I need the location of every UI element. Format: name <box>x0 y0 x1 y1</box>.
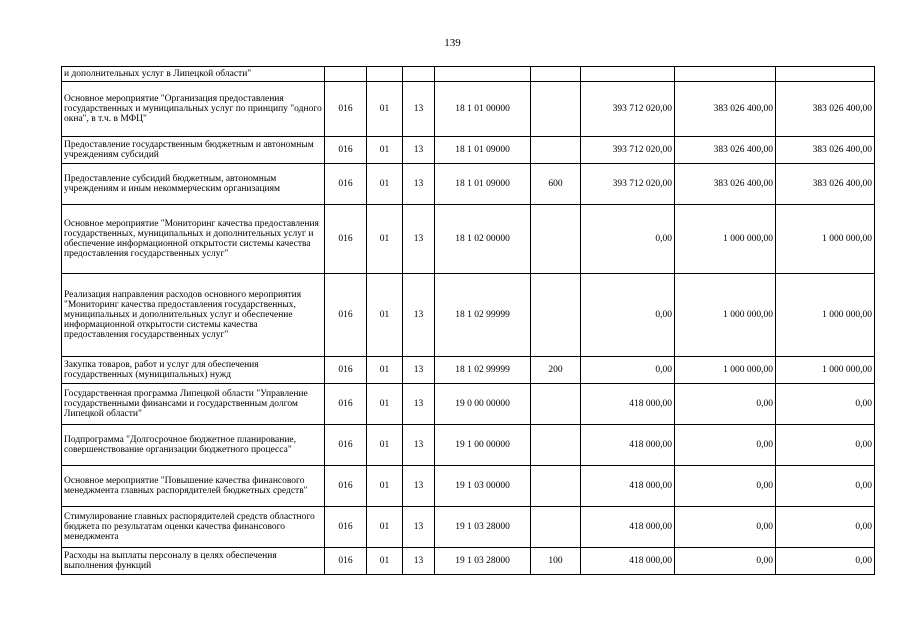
subsection-code-cell: 13 <box>403 274 435 357</box>
table-row <box>62 384 875 425</box>
amount-year2-cell: 1 000 000,00 <box>675 274 776 357</box>
department-code-cell: 016 <box>325 164 367 205</box>
department-code-cell: 016 <box>325 205 367 274</box>
row-name-cell: Основное мероприятие "Мониторинг качества предоставления государственных, муниципальных и дополнительных услуг и обеспечение информационной открытости системы качества предоставления государственных услуг" <box>62 205 325 274</box>
subsection-code-cell: 13 <box>403 205 435 274</box>
target-article-cell: 18 1 02 99999 <box>435 357 531 384</box>
target-article-cell: 19 1 03 00000 <box>435 466 531 507</box>
row-name-cell: Предоставление субсидий бюджетным, автономным учреждениям и иным некоммерческим организациям <box>62 164 325 205</box>
amount-year2-cell: 383 026 400,00 <box>675 82 776 137</box>
row-name-cell: Закупка товаров, работ и услуг для обеспечения государственных (муниципальных) нужд <box>62 357 325 384</box>
table-row <box>62 274 875 357</box>
amount-year3-cell: 383 026 400,00 <box>776 164 875 205</box>
section-code-cell: 01 <box>367 82 403 137</box>
amount-year1-cell: 0,00 <box>581 274 675 357</box>
amount-year1-cell: 393 712 020,00 <box>581 82 675 137</box>
target-article-cell: 19 0 00 00000 <box>435 384 531 425</box>
amount-year3-cell: 0,00 <box>776 384 875 425</box>
target-article-cell: 18 1 02 99999 <box>435 274 531 357</box>
row-name-cell: Расходы на выплаты персоналу в целях обеспечения выполнения функций <box>62 548 325 575</box>
target-article-cell: 19 1 03 28000 <box>435 507 531 548</box>
budget-table <box>61 66 875 575</box>
amount-year1-cell: 418 000,00 <box>581 384 675 425</box>
department-code-cell: 016 <box>325 507 367 548</box>
row-name-cell: и дополнительных услуг в Липецкой области" <box>62 67 325 82</box>
subsection-code-cell: 13 <box>403 507 435 548</box>
table-row <box>62 205 875 274</box>
amount-year3-cell: 1 000 000,00 <box>776 274 875 357</box>
amount-year3-cell: 1 000 000,00 <box>776 357 875 384</box>
target-article-cell: 18 1 01 00000 <box>435 82 531 137</box>
department-code-cell: 016 <box>325 548 367 575</box>
amount-year3-cell: 1 000 000,00 <box>776 205 875 274</box>
department-code-cell: 016 <box>325 82 367 137</box>
amount-year2-cell: 0,00 <box>675 384 776 425</box>
section-code-cell: 01 <box>367 164 403 205</box>
section-code-cell: 01 <box>367 466 403 507</box>
department-code-cell: 016 <box>325 384 367 425</box>
amount-year2-cell: 0,00 <box>675 507 776 548</box>
department-code-cell: 016 <box>325 274 367 357</box>
amount-year1-cell <box>581 67 675 82</box>
department-code-cell <box>325 67 367 82</box>
amount-year3-cell: 0,00 <box>776 548 875 575</box>
target-article-cell <box>435 67 531 82</box>
section-code-cell: 01 <box>367 384 403 425</box>
subsection-code-cell: 13 <box>403 357 435 384</box>
department-code-cell: 016 <box>325 137 367 164</box>
amount-year3-cell: 0,00 <box>776 425 875 466</box>
amount-year1-cell: 418 000,00 <box>581 466 675 507</box>
row-name-cell: Реализация направления расходов основного мероприятия "Мониторинг качества предоставления государственных, муниципальных и дополнительных услуг и обеспечение информационной открытости системы качества предоставления государственных услуг" <box>62 274 325 357</box>
table-body <box>62 67 875 575</box>
amount-year3-cell: 0,00 <box>776 507 875 548</box>
subsection-code-cell: 13 <box>403 384 435 425</box>
department-code-cell: 016 <box>325 425 367 466</box>
section-code-cell: 01 <box>367 425 403 466</box>
section-code-cell: 01 <box>367 507 403 548</box>
subsection-code-cell: 13 <box>403 164 435 205</box>
subsection-code-cell: 13 <box>403 82 435 137</box>
amount-year3-cell <box>776 67 875 82</box>
amount-year1-cell: 393 712 020,00 <box>581 164 675 205</box>
page-number: 139 <box>444 37 461 49</box>
target-article-cell: 18 1 02 00000 <box>435 205 531 274</box>
amount-year2-cell: 0,00 <box>675 425 776 466</box>
expense-type-cell <box>531 137 581 164</box>
department-code-cell: 016 <box>325 357 367 384</box>
amount-year1-cell: 0,00 <box>581 205 675 274</box>
target-article-cell: 18 1 01 09000 <box>435 137 531 164</box>
target-article-cell: 19 1 00 00000 <box>435 425 531 466</box>
amount-year2-cell: 383 026 400,00 <box>675 164 776 205</box>
expense-type-cell <box>531 507 581 548</box>
amount-year2-cell: 1 000 000,00 <box>675 205 776 274</box>
table-row <box>62 466 875 507</box>
amount-year2-cell: 1 000 000,00 <box>675 357 776 384</box>
table-row <box>62 357 875 384</box>
subsection-code-cell: 13 <box>403 425 435 466</box>
row-name-cell: Стимулирование главных распорядителей средств областного бюджета по результатам оценки качества финансового менеджмента <box>62 507 325 548</box>
expense-type-cell <box>531 466 581 507</box>
section-code-cell: 01 <box>367 357 403 384</box>
amount-year2-cell <box>675 67 776 82</box>
amount-year3-cell: 383 026 400,00 <box>776 137 875 164</box>
expense-type-cell <box>531 205 581 274</box>
amount-year1-cell: 0,00 <box>581 357 675 384</box>
amount-year1-cell: 418 000,00 <box>581 548 675 575</box>
table-row <box>62 82 875 137</box>
section-code-cell: 01 <box>367 548 403 575</box>
target-article-cell: 19 1 03 28000 <box>435 548 531 575</box>
amount-year2-cell: 383 026 400,00 <box>675 137 776 164</box>
department-code-cell: 016 <box>325 466 367 507</box>
table-row <box>62 164 875 205</box>
amount-year2-cell: 0,00 <box>675 466 776 507</box>
section-code-cell <box>367 67 403 82</box>
amount-year1-cell: 418 000,00 <box>581 425 675 466</box>
amount-year1-cell: 418 000,00 <box>581 507 675 548</box>
expense-type-cell <box>531 384 581 425</box>
subsection-code-cell: 13 <box>403 137 435 164</box>
amount-year3-cell: 0,00 <box>776 466 875 507</box>
subsection-code-cell: 13 <box>403 466 435 507</box>
section-code-cell: 01 <box>367 205 403 274</box>
expense-type-cell: 100 <box>531 548 581 575</box>
table-row <box>62 137 875 164</box>
subsection-code-cell: 13 <box>403 548 435 575</box>
target-article-cell: 18 1 01 09000 <box>435 164 531 205</box>
expense-type-cell <box>531 82 581 137</box>
table-row <box>62 507 875 548</box>
amount-year1-cell: 393 712 020,00 <box>581 137 675 164</box>
expense-type-cell <box>531 425 581 466</box>
row-name-cell: Подпрограмма "Долгосрочное бюджетное планирование, совершенствование организации бюджетного процесса" <box>62 425 325 466</box>
row-name-cell: Основное мероприятие "Повышение качества финансового менеджмента главных распорядителей бюджетных средств" <box>62 466 325 507</box>
table-row <box>62 67 875 82</box>
subsection-code-cell <box>403 67 435 82</box>
row-name-cell: Основное мероприятие "Организация предоставления государственных и муниципальных услуг по принципу "одного окна", в т.ч. в МФЦ" <box>62 82 325 137</box>
expense-type-cell: 600 <box>531 164 581 205</box>
expense-type-cell <box>531 274 581 357</box>
table-row <box>62 425 875 466</box>
row-name-cell: Государственная программа Липецкой области "Управление государственными финансами и государственным долгом Липецкой области" <box>62 384 325 425</box>
expense-type-cell: 200 <box>531 357 581 384</box>
section-code-cell: 01 <box>367 137 403 164</box>
amount-year3-cell: 383 026 400,00 <box>776 82 875 137</box>
section-code-cell: 01 <box>367 274 403 357</box>
row-name-cell: Предоставление государственным бюджетным и автономным учреждениям субсидий <box>62 137 325 164</box>
amount-year2-cell: 0,00 <box>675 548 776 575</box>
expense-type-cell <box>531 67 581 82</box>
table-row <box>62 548 875 575</box>
